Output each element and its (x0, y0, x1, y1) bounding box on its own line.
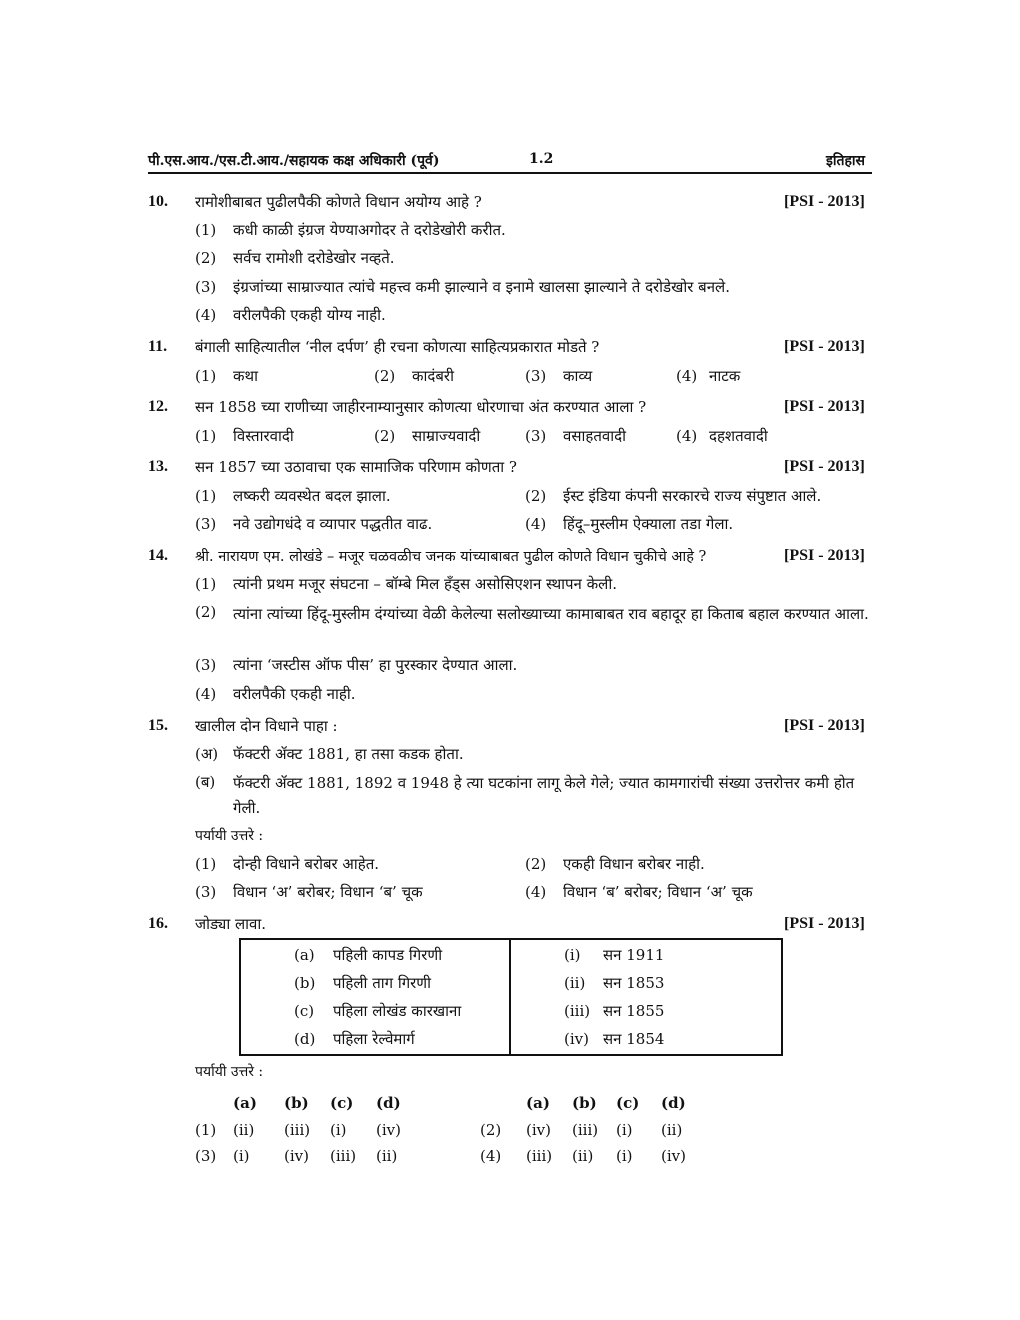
answer-option-1-d: (iv) (376, 1121, 401, 1139)
q10-number: 10. (148, 193, 168, 210)
q13-number: 13. (148, 458, 168, 475)
match-left-value-b: पहिली ताग गिरणी (333, 974, 432, 992)
q15-tag: [PSI - 2013] (784, 717, 865, 734)
q11-opt1-text: कथा (233, 367, 258, 385)
q10-tag: [PSI - 2013] (784, 193, 865, 210)
q12-opt4-num: (4) (676, 427, 698, 445)
q13-opt2-text: ईस्ट इंडिया कंपनी सरकारचे राज्य संपुष्टात आले. (563, 487, 822, 505)
match-right-value-iv: सन 1854 (603, 1030, 665, 1048)
q12-opt2-text: साम्राज्यवादी (412, 427, 481, 445)
header-left: पी.एस.आय./एस.टी.आय./सहायक कक्ष अधिकारी (पूर्व) (148, 153, 440, 169)
q11-opt2-num: (2) (374, 367, 396, 385)
q15-opt4-num: (4) (525, 883, 547, 901)
q10-opt4-num: (4) (195, 306, 217, 324)
match-left-value-d: पहिला रेल्वेमार्ग (333, 1030, 415, 1048)
answer-option-4-d: (iv) (661, 1147, 686, 1165)
match-right-key-i: (i) (564, 946, 581, 964)
answer-header-a: (a) (526, 1094, 550, 1112)
q14-number: 14. (148, 547, 168, 564)
q13-opt3-text: नवे उद्योगधंदे व व्यापार पद्धतीत वाढ. (233, 515, 433, 533)
q15-opt4-text: विधान ‘ब’ बरोबर; विधान ‘अ’ चूक (563, 883, 753, 901)
q13-opt3-num: (3) (195, 515, 217, 533)
answer-option-1-label: (1) (195, 1121, 217, 1139)
q12-number: 12. (148, 398, 168, 415)
answer-option-2-label: (2) (480, 1121, 502, 1139)
header-right: इतिहास (826, 153, 866, 169)
q13-tag: [PSI - 2013] (784, 458, 865, 475)
q12-opt3-text: वसाहतवादी (563, 427, 626, 445)
q15-opt1-text: दोन्ही विधाने बरोबर आहेत. (233, 855, 380, 873)
answer-option-3-b: (iv) (284, 1147, 309, 1165)
match-right-key-iv: (iv) (564, 1030, 589, 1048)
answer-option-4-a: (iii) (526, 1147, 553, 1165)
q13-opt1-num: (1) (195, 487, 217, 505)
q15-stmt-a-label: (अ) (195, 745, 219, 763)
answer-option-4-c: (i) (616, 1147, 633, 1165)
answer-option-4-b: (ii) (572, 1147, 594, 1165)
answer-option-2-a: (iv) (526, 1121, 551, 1139)
q16-text: जोड्या लावा. (195, 915, 267, 933)
q15-opt3-num: (3) (195, 883, 217, 901)
q10-opt4-text: वरीलपैकी एकही योग्य नाही. (233, 306, 386, 324)
q13-opt2-num: (2) (525, 487, 547, 505)
q14-opt4-num: (4) (195, 685, 217, 703)
q10-opt3-text: इंग्रजांच्या साम्राज्यात त्यांचे महत्त्व कमी झाल्याने व इनामे खालसा झाल्याने ते दरोडेखोर बनले. (233, 278, 730, 296)
q12-tag: [PSI - 2013] (784, 398, 865, 415)
q12-opt1-text: विस्तारवादी (233, 427, 294, 445)
q14-opt4-text: वरीलपैकी एकही नाही. (233, 685, 356, 703)
q14-text: श्री. नारायण एम. लोखंडे – मजूर चळवळीच जनक यांच्याबाबत पुढील कोणते विधान चुकीचे आहे ? (195, 549, 707, 565)
q15-text: खालील दोन विधाने पाहा : (195, 717, 338, 735)
match-table (239, 938, 783, 1056)
answer-option-3-c: (iii) (330, 1147, 357, 1165)
q11-opt1-num: (1) (195, 367, 217, 385)
match-left-key-b: (b) (294, 974, 316, 992)
answer-option-1-b: (iii) (284, 1121, 311, 1139)
answer-header-a: (a) (233, 1094, 257, 1112)
answer-header-c: (c) (616, 1094, 640, 1112)
q12-opt4-text: दहशतवादी (709, 427, 768, 445)
q10-opt1-num: (1) (195, 221, 217, 239)
q16-tag: [PSI - 2013] (784, 915, 865, 932)
match-right-value-ii: सन 1853 (603, 974, 665, 992)
answer-option-3-a: (i) (233, 1147, 250, 1165)
q14-opt3-text: त्यांना ‘जस्टीस ऑफ पीस’ हा पुरस्कार देण्यात आला. (233, 656, 518, 674)
answer-header-b: (b) (572, 1094, 597, 1112)
q15-number: 15. (148, 717, 168, 734)
answer-header-d: (d) (376, 1094, 401, 1112)
answer-header-b: (b) (284, 1094, 309, 1112)
q15-opt3-text: विधान ‘अ’ बरोबर; विधान ‘ब’ चूक (233, 883, 423, 901)
answer-option-2-c: (i) (616, 1121, 633, 1139)
match-left-key-c: (c) (294, 1002, 315, 1020)
answer-option-3-label: (3) (195, 1147, 217, 1165)
q11-opt4-num: (4) (676, 367, 698, 385)
q11-opt3-num: (3) (525, 367, 547, 385)
q15-stmt-b-text: फॅक्टरी ॲक्ट 1881, 1892 व 1948 हे त्या घटकांना लागू केले गेले; ज्यात कामगारांची संख्या उत्तरोत्तर कमी होत गेली. (233, 774, 855, 817)
match-left-value-a: पहिली कापड गिरणी (333, 946, 443, 964)
q14-opt2-text: त्यांना त्यांच्या हिंदू-मुस्लीम दंग्यांच्या वेळी केलेल्या सलोख्याच्या कामाबाबत राव बहादूर हा किताब बहाल करण्यात आला. (233, 605, 869, 623)
match-right-key-iii: (iii) (564, 1002, 591, 1020)
q16-alt-label: पर्यायी उत्तरे : (195, 1064, 264, 1080)
q11-tag: [PSI - 2013] (784, 338, 865, 355)
q11-text: बंगाली साहित्यातील ‘नील दर्पण’ ही रचना कोणत्या साहित्यप्रकारात मोडते ? (195, 338, 600, 356)
q11-opt4-text: नाटक (709, 367, 741, 385)
q12-opt2-num: (2) (374, 427, 396, 445)
q13-opt4-num: (4) (525, 515, 547, 533)
match-right-key-ii: (ii) (564, 974, 586, 992)
match-left-value-c: पहिला लोखंड कारखाना (333, 1002, 462, 1020)
q10-opt1-text: कधी काळी इंग्रज येण्याअगोदर ते दरोडेखोरी करीत. (233, 221, 506, 239)
q15-stmt-b-label: (ब) (195, 773, 216, 791)
answer-option-3-d: (ii) (376, 1147, 398, 1165)
q10-opt3-num: (3) (195, 278, 217, 296)
q15-alt-label: पर्यायी उत्तरे : (195, 828, 264, 844)
q15-opt1-num: (1) (195, 855, 217, 873)
q13-opt4-text: हिंदू–मुस्लीम ऐक्याला तडा गेला. (563, 515, 734, 533)
match-left-key-d: (d) (294, 1030, 316, 1048)
answer-header-d: (d) (661, 1094, 686, 1112)
answer-option-1-a: (ii) (233, 1121, 255, 1139)
answer-option-2-b: (iii) (572, 1121, 599, 1139)
q14-tag: [PSI - 2013] (784, 547, 865, 564)
q10-opt2-num: (2) (195, 249, 217, 267)
answer-option-4-label: (4) (480, 1147, 502, 1165)
q14-opt1-text: त्यांनी प्रथम मजूर संघटना – बॉम्बे मिल हँड्स असोसिएशन स्थापन केली. (233, 575, 617, 593)
q10-opt2-text: सर्वच रामोशी दरोडेखोर नव्हते. (233, 249, 395, 267)
q10-text: रामोशीबाबत पुढीलपैकी कोणते विधान अयोग्य आहे ? (195, 193, 482, 211)
q15-opt2-num: (2) (525, 855, 547, 873)
q11-opt3-text: काव्य (563, 367, 593, 385)
match-left-key-a: (a) (294, 946, 315, 964)
q11-number: 11. (148, 338, 168, 355)
header-rule (148, 172, 872, 174)
q11-opt2-text: कादंबरी (412, 367, 454, 385)
q16-number: 16. (148, 915, 168, 932)
q13-text: सन 1857 च्या उठावाचा एक सामाजिक परिणाम कोणता ? (195, 458, 517, 476)
q15-opt2-text: एकही विधान बरोबर नाही. (563, 855, 705, 873)
q15-stmt-a-text: फॅक्टरी ॲक्ट 1881, हा तसा कडक होता. (233, 745, 464, 763)
q14-opt1-num: (1) (195, 575, 217, 593)
q12-opt3-num: (3) (525, 427, 547, 445)
match-right-value-i: सन 1911 (603, 946, 665, 964)
answer-option-1-c: (i) (330, 1121, 347, 1139)
match-table-divider (509, 938, 511, 1054)
header-page-number: 1.2 (529, 151, 554, 167)
q14-opt3-num: (3) (195, 656, 217, 674)
q14-opt2-num: (2) (195, 603, 217, 621)
q13-opt1-text: लष्करी व्यवस्थेत बदल झाला. (233, 487, 391, 505)
q12-text: सन 1858 च्या राणीच्या जाहीरनाम्यानुसार कोणत्या धोरणाचा अंत करण्यात आला ? (195, 398, 647, 416)
answer-option-2-d: (ii) (661, 1121, 683, 1139)
match-right-value-iii: सन 1855 (603, 1002, 665, 1020)
q12-opt1-num: (1) (195, 427, 217, 445)
answer-header-c: (c) (330, 1094, 354, 1112)
